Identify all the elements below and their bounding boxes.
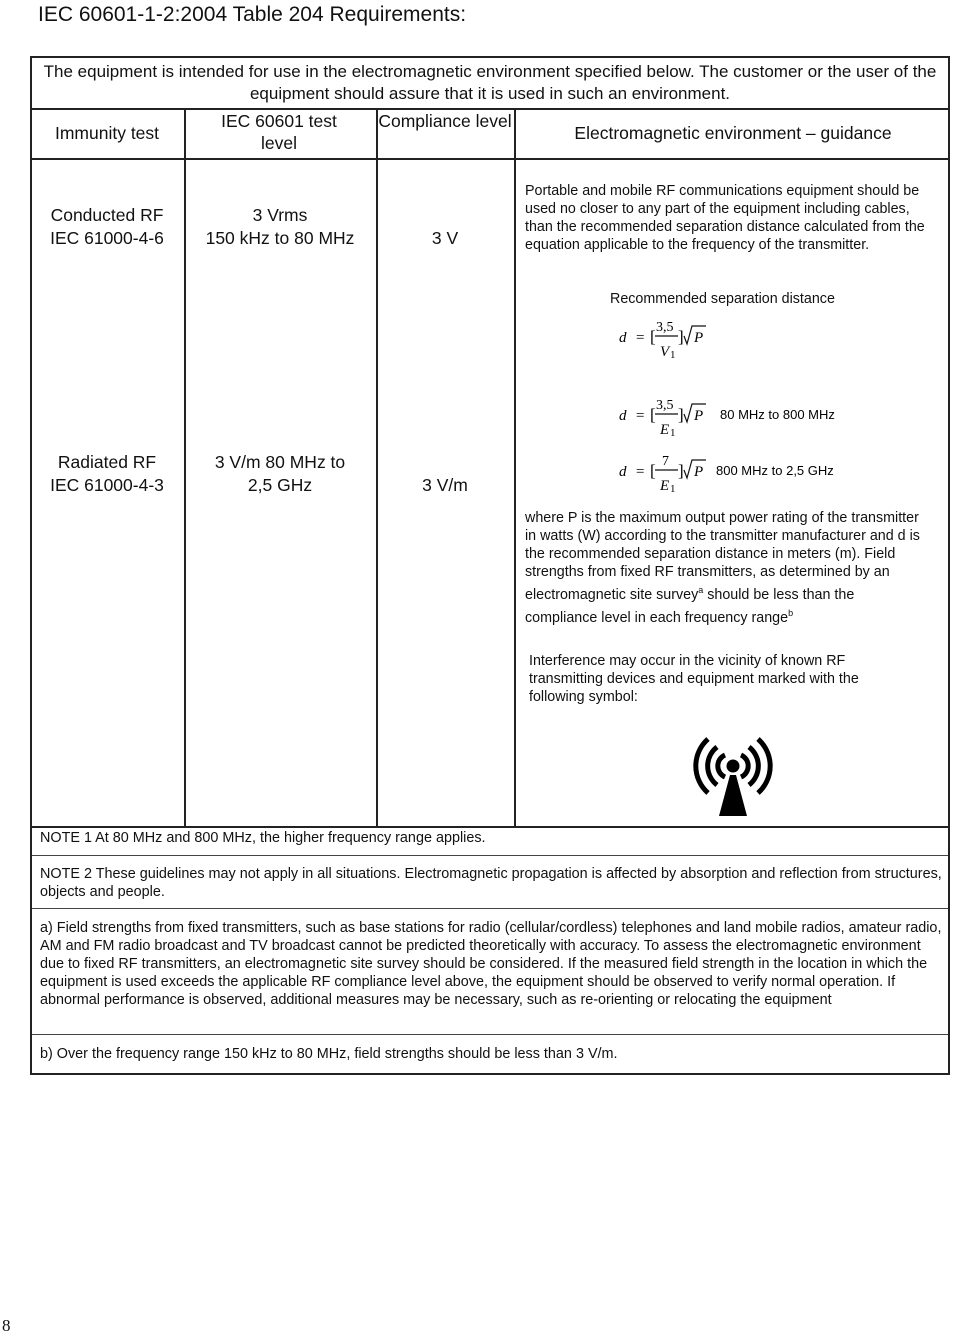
formula1-denominator: V	[660, 344, 670, 360]
guidance-interference-text: Interference may occur in the vicinity of known RF transmitting devices and equipment marked with the following symbol:	[529, 653, 859, 705]
conducted-rf-level	[186, 204, 374, 250]
formula-conducted	[612, 312, 752, 368]
header-immunity-test: Immunity test	[54, 123, 160, 143]
radiated-level-field: 3 V/m 80 MHz to	[214, 452, 346, 472]
footnote-a: a) Field strengths from fixed transmitters, such as base stations for radio (cellular/cordless) telephones and land mobile radios, amateur radio, AM and FM radio broadcast and TV broadcast cannot be predicted theoretically with accuracy. To assess the electromagnetic environment due to fixed RF transmitters, an electromagnetic site survey should be considered. If the measured field strength in the location in which the equipment is used exceeds the applicable RF compliance level above, the equipment should be observed to verify normal operation. If abnormal performance is observed, additional measures may be necessary, such as re-orienting or relocating the equipment	[40, 920, 942, 1008]
note-rule-2	[32, 908, 948, 909]
formula3-bracket-open: [	[650, 461, 656, 480]
formula1-bracket-close: ]	[678, 327, 684, 346]
page-number: 8	[2, 1316, 11, 1335]
header-guidance: Electromagnetic environment – guidance	[574, 123, 892, 143]
intro-text: The equipment is intended for use in the electromagnetic environment specified below. The customer or the user of the equipment should assure that it is used in such an environment.	[43, 62, 937, 103]
guidance-portable-text: Portable and mobile RF communications equipment should be used no closer to any part of the equipment including cables, than the recommended separation distance calculated from the equation applicable to the frequency of the transmitter.	[525, 183, 925, 253]
header-compliance-level: Compliance level	[378, 111, 512, 131]
conducted-rf-compliance: 3 V	[431, 228, 459, 248]
table-rule-body-end	[32, 826, 948, 828]
formula-radiated-high	[612, 446, 862, 502]
formula2-frequency-range: 80 MHz to 800 MHz	[720, 407, 835, 422]
formula2-radicand: P	[694, 408, 704, 424]
formula2-denominator: E	[660, 422, 670, 438]
conducted-test-name: Conducted RF	[50, 205, 164, 225]
formula2-eq: =	[636, 408, 645, 424]
formula1-denominator-sub: 1	[670, 349, 676, 361]
formula1-eq: =	[636, 330, 645, 346]
footnote-b: b) Over the frequency range 150 kHz to 80 MHz, field strengths should be less than 3 V/m.	[40, 1046, 618, 1062]
note-2: NOTE 2 These guidelines may not apply in all situations. Electromagnetic propagation is affected by absorption and reflection from structures, objects and people.	[40, 866, 942, 900]
formula3-lhs: d	[619, 464, 627, 480]
formula1-bracket-open: [	[650, 327, 656, 346]
formula3-denominator: E	[660, 478, 670, 494]
table-col-divider-3	[514, 108, 516, 826]
table-col-divider-2	[376, 108, 378, 826]
formula-radiated-low	[612, 390, 862, 446]
document-title: IEC 60601-1-2:2004 Table 204 Requirements:	[38, 3, 467, 26]
header-test-level: IEC 60601 test level	[221, 111, 337, 153]
formula3-eq: =	[636, 464, 645, 480]
conducted-level-voltage: 3 Vrms	[252, 205, 308, 225]
formula2-lhs: d	[619, 408, 627, 424]
radiated-test-name: Radiated RF	[57, 452, 157, 472]
note-1: NOTE 1 At 80 MHz and 800 MHz, the higher frequency range applies.	[40, 830, 486, 846]
guidance-where-main: where P is the maximum output power rating of the transmitter in watts (W) according to the transmitter manufacturer and d is the recommended separation distance in meters (m). Field strengths from fixed RF transmitters, as determined by an electromagnetic site survey	[525, 510, 920, 603]
formula3-denominator-sub: 1	[670, 483, 676, 495]
formula3-numerator: 7	[662, 454, 669, 469]
formula3-bracket-close: ]	[678, 461, 684, 480]
conducted-test-standard: IEC 61000-4-6	[50, 228, 164, 248]
guidance-where-text	[525, 509, 925, 627]
formula2-bracket-open: [	[650, 405, 656, 424]
conducted-level-range: 150 kHz to 80 MHz	[205, 228, 355, 248]
formula1-lhs: d	[619, 330, 627, 346]
conducted-rf-test	[32, 204, 182, 250]
formula3-radicand: P	[694, 464, 704, 480]
guidance-where-tail: should be less than the compliance level in each frequency range	[525, 586, 855, 626]
formula1-radicand: P	[694, 330, 704, 346]
formula2-numerator: 3,5	[656, 398, 674, 413]
formula1-numerator: 3,5	[656, 320, 674, 335]
radiated-rf-level	[186, 451, 374, 497]
radiated-rf-test	[32, 451, 182, 497]
radiated-rf-compliance: 3 V/m	[422, 475, 468, 495]
note-rule-3	[32, 1034, 948, 1035]
footnote-marker-b: b	[788, 607, 794, 618]
formula2-bracket-close: ]	[678, 405, 684, 424]
non-ionizing-radiation-icon	[684, 734, 782, 820]
radiated-level-range: 2,5 GHz	[247, 475, 313, 495]
guidance-recommended-label: Recommended separation distance	[610, 291, 835, 307]
formula2-denominator-sub: 1	[670, 427, 676, 439]
radiated-test-standard: IEC 61000-4-3	[50, 475, 164, 495]
formula3-frequency-range: 800 MHz to 2,5 GHz	[716, 463, 834, 478]
footnote-marker-a: a	[698, 585, 704, 595]
note-rule-1	[32, 855, 948, 856]
table-rule-header	[32, 158, 948, 160]
